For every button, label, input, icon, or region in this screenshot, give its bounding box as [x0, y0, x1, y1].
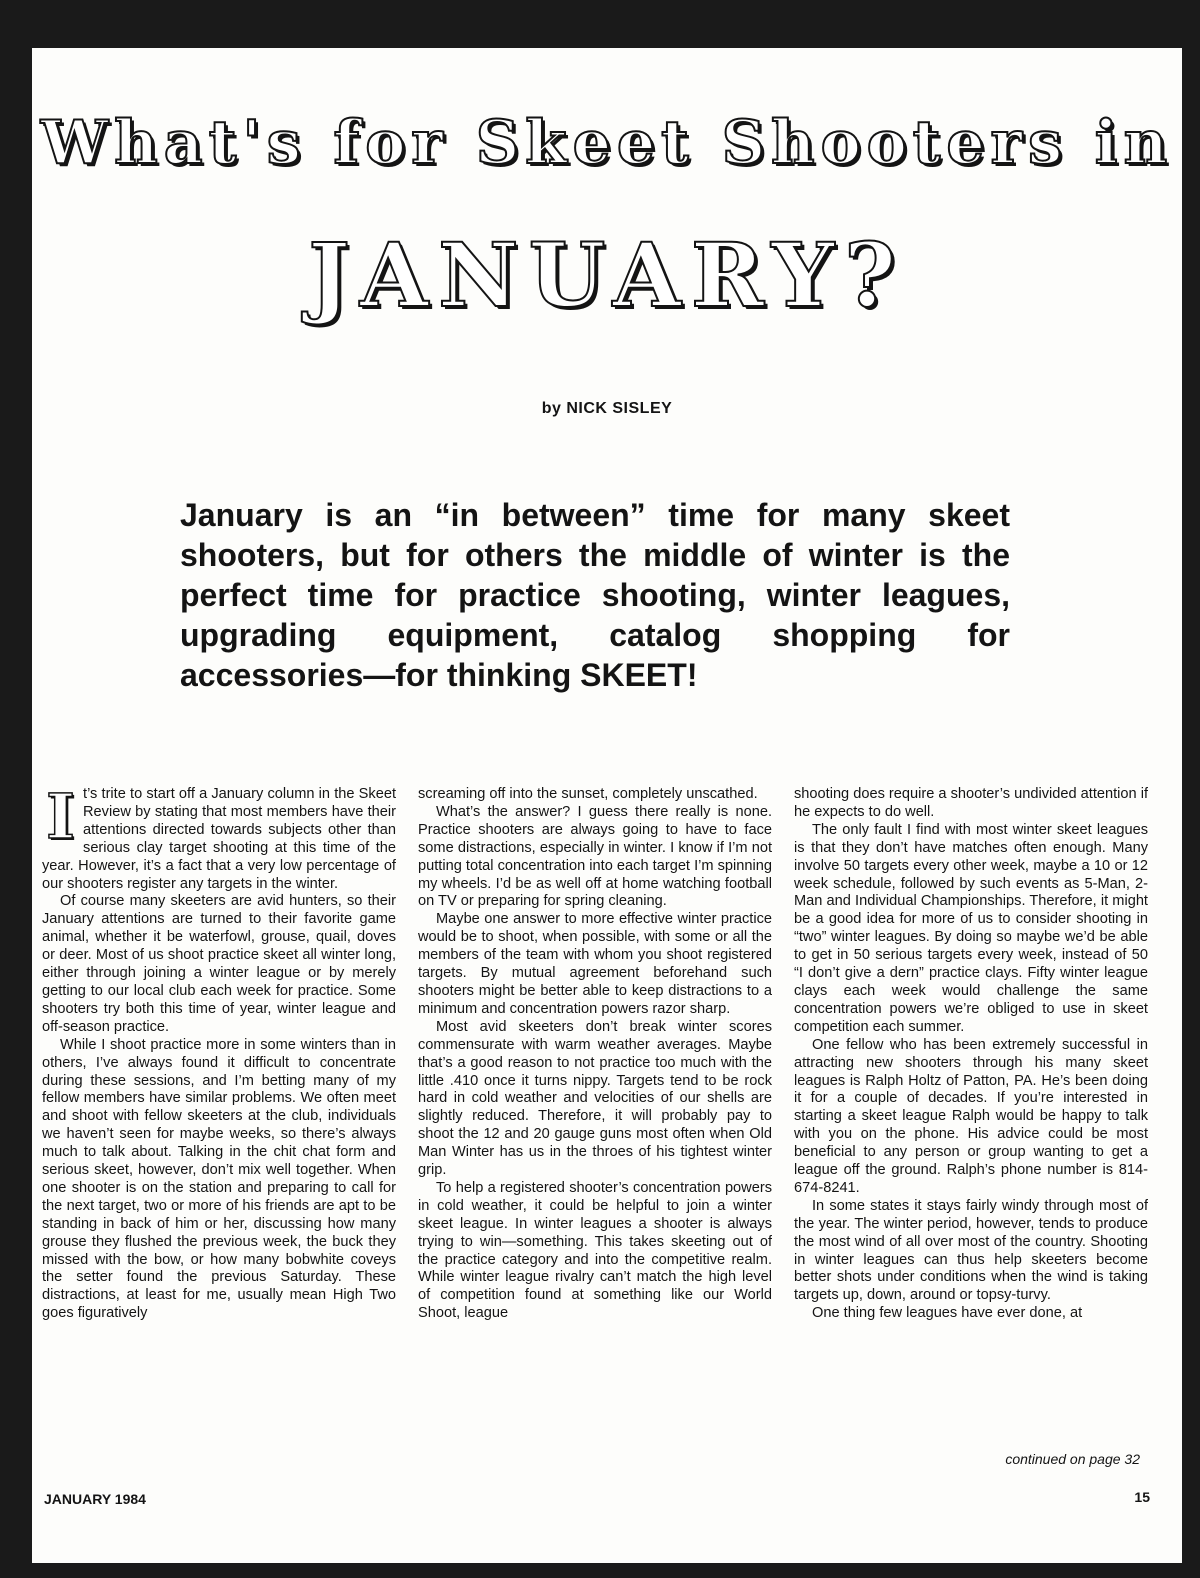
magazine-page [32, 48, 1182, 1563]
issue-date: JANUARY 1984 [44, 1491, 146, 1507]
paragraph: While I shoot practice more in some winters than in others, I’ve always found it difficult to concentrate during these sessions, and I’m betting many of my fellow members have similar problems. We often meet and shoot with fellow skeeters at the club, individuals we haven’t seen for maybe weeks, so there’s always much to talk about. Talking in the chit chat form and serious skeet, however, don’t mix well together. When one shooter is on the station and preparing to call for the next target, two or more of his friends are apt to be standing in back of him or her, discussing how many grouse they flushed the previous week, the buck they missed with the bow, or how many bobwhite coveys the setter found the previous Saturday. These distractions, at least for me, usually mean High Two goes figuratively [42, 1036, 396, 1322]
paragraph: shooting does require a shooter’s undivided attention if he expects to do well. [794, 786, 1148, 820]
paragraph: Most avid skeeters don’t break winter scores commensurate with warm weather averages. Maybe that’s a good reason to not practice too much with the little .410 once it turns nippy. Targets tend to be rock hard in cold weather and velocities of our shells are slightly reduced. Therefore, it will probably pay to shoot the 12 and 20 gauge guns most often when Old Man Winter has us in the throes of his tightest winter grip. [418, 1018, 772, 1179]
column-2 [418, 786, 772, 1476]
paragraph: screaming off into the sunset, completely unscathed. [418, 786, 758, 802]
byline: by NICK SISLEY [541, 400, 673, 417]
column-1 [42, 786, 396, 1476]
paragraph: One thing few leagues have ever done, at [812, 1305, 1083, 1322]
headline-line-2: JANUARY? [308, 223, 906, 327]
paragraph: Maybe one answer to more effective winter practice would be to shoot, when possible, with some or all the members of the team with whom you shoot registered targets. By mutual agreement beforehand such shooters might be better able to keep distractions to a minimum and concentration powers razor sharp. [418, 911, 772, 1017]
page-number: 15 [1134, 1489, 1150, 1505]
headline-line-1: What's for Skeet Shooters in [40, 108, 1174, 178]
paragraph-text: t’s trite to start off a January column in the Skeet Review by stating that most members have their attentions directed towards subjects other than serious clay target shooting at this time of the year. However, it’s a fact that a very low percentage of our shooters register any targets in the winter. [42, 786, 396, 892]
paragraph: What’s the answer? I guess there really is none. Practice shooters are always going to have to face some distractions, especially in winter. I know if I’m not putting total concentration into each target I’m spinning my wheels. I’d be as well off at home watching football on TV or preparing for spring cleaning. [418, 803, 772, 910]
paragraph: The only fault I find with most winter skeet leagues is that they don’t have matches often enough. Many involve 50 targets every other week, maybe a 10 or 12 week schedule, followed by such events as 5-Man, 2-Man and Individual Championships. Therefore, it might be a good idea for more of us to consider shooting in “two” winter leagues. By doing so maybe we’d be able to get in 50 serious targets every week, instead of 50 “I don’t give a dern” practice clays. Fifty winter league clays each week would challenge the same concentration powers we’re obliged to use in skeet competition each summer. [794, 821, 1148, 1035]
continued-note: continued on page 32 [1005, 1451, 1140, 1467]
paragraph: To help a registered shooter’s concentration powers in cold weather, it could be helpful to join a winter skeet league. In winter leagues a shooter is always trying to win—something. This takes skeeting out of the practice category and into the competitive realm. While winter league rivalry can’t match the high level of competition found at something like our World Shoot, league [418, 1179, 772, 1322]
paragraph: One fellow who has been extremely successful in attracting new shooters through his many skeet leagues is Ralph Holtz of Patton, PA. He’s been doing it for a couple of decades. If you’re interested in starting a skeet league Ralph would be happy to talk with you on the phone. His advice could be most beneficial to any person or group wanting to get a league off the ground. Ralph’s phone number is 814-674-8241. [794, 1036, 1148, 1196]
paragraph: In some states it stays fairly windy through most of the year. The winter period, however, tends to produce the most wind of all over most of the country. Shooting in winter leagues can thus help skeeters become better shots under conditions when the wind is taking targets up, down, around or topsy-turvy. [794, 1197, 1148, 1304]
paragraph [42, 786, 396, 893]
paragraph: Of course many skeeters are avid hunters, so their January attentions are turned to their favorite game animal, whether it be waterfowl, grouse, quail, doves or deer. Most of us shoot practice skeet all winter long, either through joining a winter league or by merely getting to our local club each week for practice. Some shooters try both this time of year, winter league and off-season practice. [42, 893, 396, 1035]
article-deck: January is an “in between” time for many skeet shooters, but for others the middle of winter is the perfect time for practice shooting, winter leagues, upgrading equipment, catalog shopping for accessories—for thinking SKEET! [180, 497, 1010, 693]
article-body [42, 786, 1148, 1476]
column-3 [794, 786, 1148, 1476]
drop-cap: I [46, 786, 76, 853]
